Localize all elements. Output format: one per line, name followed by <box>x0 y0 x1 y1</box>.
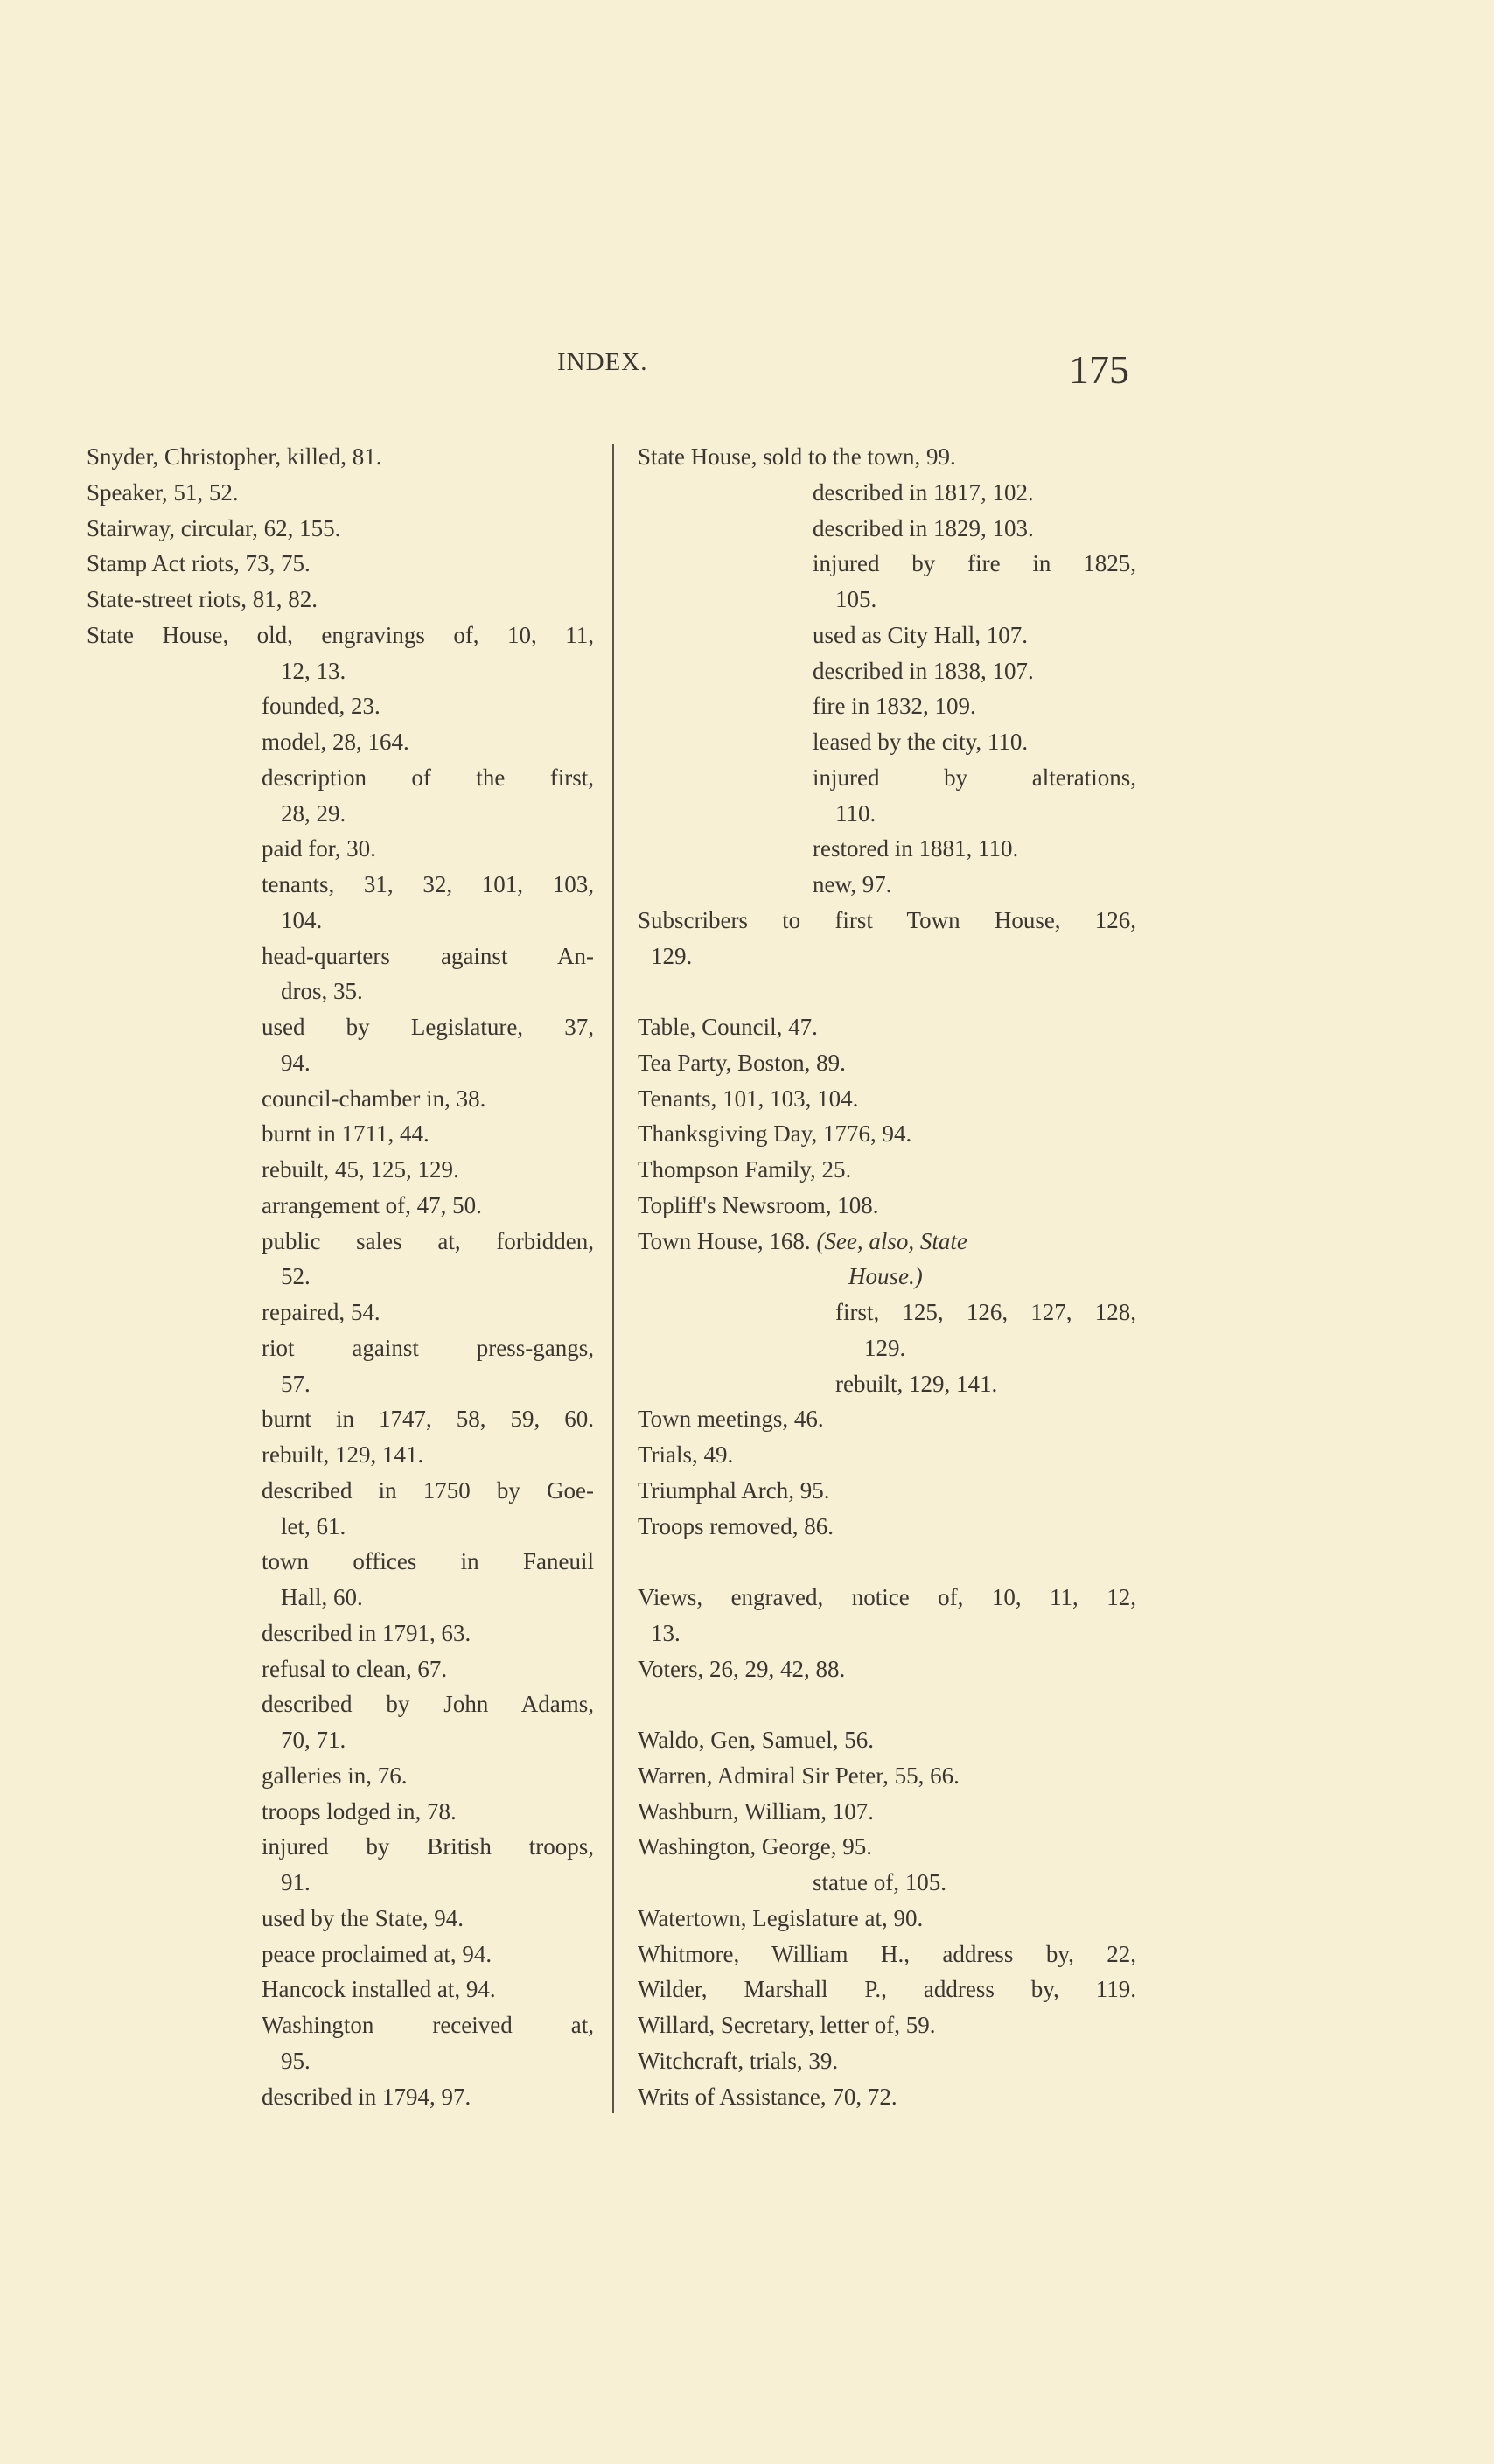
entry-text: used by the State, 94. <box>262 1904 464 1931</box>
entry-text: town offices in Faneuil <box>262 1548 594 1575</box>
entry-text: 129. <box>651 942 693 969</box>
index-entry <box>87 618 594 653</box>
index-subentry <box>87 1116 594 1152</box>
index-subentry <box>638 582 1136 618</box>
index-subentry <box>87 1686 594 1722</box>
entry-text: Waldo, Gen, Samuel, 56. <box>638 1727 875 1753</box>
index-entry <box>638 1722 1136 1758</box>
entry-text: injured by British troops, <box>262 1833 594 1860</box>
index-subentry <box>638 511 1136 547</box>
entry-text: described in 1791, 63. <box>262 1619 471 1646</box>
entry-text: Hall, 60. <box>281 1584 363 1610</box>
index-subentry <box>87 903 594 939</box>
index-subentry <box>87 1937 594 1972</box>
entry-text: 70, 71. <box>281 1727 346 1753</box>
entry-text: 129. <box>864 1334 906 1361</box>
index-entry <box>638 1651 1136 1687</box>
index-subentry <box>87 1224 594 1260</box>
index-subentry <box>87 1045 594 1081</box>
index-entry <box>638 1401 1136 1437</box>
index-subentry <box>87 653 594 689</box>
index-entry <box>638 1224 1136 1260</box>
running-header: INDEX. <box>557 348 648 376</box>
entry-text: Voters, 26, 29, 42, 88. <box>638 1655 846 1682</box>
entry-text: paid for, 30. <box>262 835 376 862</box>
entry-text: 91. <box>281 1869 311 1895</box>
entry-text: Town House, 168. <box>638 1227 811 1254</box>
entry-text: described by John Adams, <box>262 1691 594 1718</box>
index-subentry <box>638 796 1136 832</box>
entry-text: State House, old, engravings of, 10, 11, <box>87 621 594 648</box>
index-subentry <box>87 1865 594 1901</box>
index-entry <box>638 1509 1136 1545</box>
entry-text: restored in 1881, 110. <box>813 835 1019 862</box>
index-subentry <box>87 724 594 760</box>
index-subentry <box>638 688 1136 724</box>
entry-text: used as City Hall, 107. <box>813 621 1028 648</box>
entry-text: Hancock installed at, 94. <box>262 1976 496 2003</box>
entry-text: Wilder, Marshall P., address by, 119. <box>638 1976 1136 2003</box>
entry-text: 110. <box>835 799 876 827</box>
entry-text: fire in 1832, 109. <box>813 693 976 720</box>
entry-text: Washington, George, 95. <box>638 1833 873 1860</box>
index-entry <box>638 1116 1136 1152</box>
index-subentry <box>87 1188 594 1224</box>
entry-text: let, 61. <box>281 1512 346 1539</box>
index-subentry <box>87 1009 594 1045</box>
entry-text: Stamp Act riots, 73, 75. <box>87 550 311 577</box>
index-subentry <box>638 1865 1136 1901</box>
index-entry <box>638 439 1136 475</box>
entry-text: 105. <box>835 586 877 612</box>
entry-text: described in 1750 by Goe- <box>262 1476 594 1504</box>
entry-text: Whitmore, William H., address by, 22, <box>638 1940 1136 1967</box>
index-subentry <box>87 1651 594 1687</box>
entry-gap <box>638 1544 1136 1580</box>
index-subentry <box>87 2043 594 2079</box>
entry-text: Views, engraved, notice of, 10, 11, 12, <box>638 1584 1136 1610</box>
entry-text: riot against press-gangs, <box>262 1334 594 1361</box>
index-entry <box>638 1937 1136 1972</box>
entry-text: rebuilt, 129, 141. <box>835 1370 998 1397</box>
index-subentry <box>87 1366 594 1402</box>
index-subentry <box>87 1972 594 2007</box>
entry-text: galleries in, 76. <box>262 1762 408 1789</box>
index-subentry <box>638 546 1136 582</box>
column-divider <box>612 444 614 2113</box>
entry-text: described in 1829, 103. <box>813 514 1034 541</box>
entry-text: description of the first, <box>262 764 594 791</box>
entry-text: repaired, 54. <box>262 1299 380 1325</box>
index-subentry <box>87 1794 594 1830</box>
index-subentry <box>87 2079 594 2115</box>
index-subentry <box>638 1295 1136 1330</box>
entry-text: Troops removed, 86. <box>638 1512 834 1539</box>
index-entry <box>638 1901 1136 1937</box>
entry-text: council-chamber in, 38. <box>262 1085 486 1112</box>
index-subentry <box>87 974 594 1009</box>
entry-text: public sales at, forbidden, <box>262 1227 594 1254</box>
index-subentry <box>87 1901 594 1937</box>
cross-reference: (See, also, State <box>816 1227 967 1254</box>
index-subentry <box>87 1829 594 1865</box>
entry-text: Washburn, William, 107. <box>638 1797 874 1825</box>
index-entry <box>638 1152 1136 1188</box>
index-subentry <box>87 939 594 974</box>
index-subentry <box>87 867 594 903</box>
entry-text: troops lodged in, 78. <box>262 1797 457 1825</box>
index-subentry <box>638 1616 1136 1651</box>
index-entry <box>638 1009 1136 1045</box>
index-entry <box>87 475 594 511</box>
entry-text: Speaker, 51, 52. <box>87 478 239 506</box>
index-entry <box>638 1972 1136 2007</box>
entry-text: first, 125, 126, 127, 128, <box>835 1299 1136 1325</box>
index-subentry <box>87 1580 594 1616</box>
index-subentry <box>638 1330 1136 1366</box>
entry-text: leased by the city, 110. <box>813 729 1029 755</box>
entry-text: Thompson Family, 25. <box>638 1156 852 1183</box>
index-column-right <box>638 439 1136 2114</box>
entry-text: Thanksgiving Day, 1776, 94. <box>638 1120 912 1148</box>
entry-text: burnt in 1711, 44. <box>262 1120 429 1148</box>
index-subentry <box>87 831 594 867</box>
entry-text: Trials, 49. <box>638 1441 734 1468</box>
entry-text: rebuilt, 129, 141. <box>262 1441 424 1468</box>
index-subentry <box>87 760 594 796</box>
index-entry <box>638 1081 1136 1117</box>
index-subentry <box>87 1473 594 1509</box>
entry-text: Witchcraft, trials, 39. <box>638 2047 839 2074</box>
entry-text: described in 1794, 97. <box>262 2083 471 2110</box>
index-entry <box>638 1188 1136 1224</box>
entry-text: 12, 13. <box>281 657 346 684</box>
index-entry <box>638 1794 1136 1830</box>
index-subentry <box>638 831 1136 867</box>
entry-text: Town meetings, 46. <box>638 1406 824 1433</box>
index-entry <box>638 2043 1136 2079</box>
index-entry <box>638 1437 1136 1473</box>
index-subentry <box>87 2007 594 2043</box>
entry-text: used by Legislature, 37, <box>262 1014 594 1040</box>
entry-text: Tenants, 101, 103, 104. <box>638 1085 859 1112</box>
entry-text: injured by fire in 1825, <box>813 550 1136 577</box>
index-subentry <box>638 867 1136 903</box>
index-entry <box>87 439 594 475</box>
entry-text: Washington received at, <box>262 2012 594 2038</box>
index-column-left <box>87 439 594 2114</box>
index-entry <box>638 1829 1136 1865</box>
index-entry <box>638 2079 1136 2115</box>
page-number: 175 <box>1069 347 1129 392</box>
entry-text: described in 1817, 102. <box>813 478 1034 506</box>
entry-text: statue of, 105. <box>813 1869 946 1895</box>
entry-text: Snyder, Christopher, killed, 81. <box>87 443 382 470</box>
index-subentry <box>87 1509 594 1545</box>
index-subentry <box>87 1330 594 1366</box>
entry-text: Subscribers to first Town House, 126, <box>638 906 1136 933</box>
index-entry <box>638 1758 1136 1794</box>
entry-text: 95. <box>281 2047 311 2074</box>
index-entry <box>638 1473 1136 1509</box>
index-entry <box>638 1045 1136 1081</box>
index-subentry <box>638 1259 1136 1295</box>
entry-text: House.) <box>848 1263 923 1290</box>
entry-text: dros, 35. <box>281 978 363 1005</box>
entry-text: 52. <box>281 1263 311 1290</box>
entry-text: tenants, 31, 32, 101, 103, <box>262 871 594 897</box>
index-subentry <box>87 1259 594 1295</box>
index-entry <box>87 546 594 582</box>
index-subentry <box>87 1152 594 1188</box>
entry-text: injured by alterations, <box>813 764 1136 791</box>
index-subentry <box>87 1616 594 1651</box>
index-entry <box>638 903 1136 939</box>
index-subentry <box>638 653 1136 689</box>
entry-text: 94. <box>281 1049 311 1076</box>
entry-text: State House, sold to the town, 99. <box>638 443 956 470</box>
index-subentry <box>638 618 1136 653</box>
entry-text: 57. <box>281 1370 311 1397</box>
entry-text: new, 97. <box>813 871 892 897</box>
index-subentry <box>87 1437 594 1473</box>
index-subentry <box>87 796 594 832</box>
entry-text: 28, 29. <box>281 799 346 827</box>
entry-text: Warren, Admiral Sir Peter, 55, 66. <box>638 1762 960 1789</box>
entry-text: 104. <box>281 906 323 933</box>
entry-text: Topliff's Newsroom, 108. <box>638 1191 879 1218</box>
entry-text: head-quarters against An- <box>262 942 594 969</box>
entry-text: burnt in 1747, 58, 59, 60. <box>262 1406 594 1433</box>
index-subentry <box>638 475 1136 511</box>
entry-text: Tea Party, Boston, 89. <box>638 1049 846 1076</box>
index-subentry <box>87 688 594 724</box>
index-subentry <box>87 1722 594 1758</box>
entry-gap <box>638 1686 1136 1722</box>
entry-text: Writs of Assistance, 70, 72. <box>638 2083 897 2110</box>
entry-gap <box>638 974 1136 1009</box>
entry-text: peace proclaimed at, 94. <box>262 1940 492 1967</box>
index-entry <box>638 2007 1136 2043</box>
index-entry <box>638 1580 1136 1616</box>
index-subentry <box>87 1544 594 1580</box>
index-entry <box>87 511 594 547</box>
index-subentry <box>87 1295 594 1330</box>
entry-text: founded, 23. <box>262 693 380 720</box>
index-subentry <box>638 724 1136 760</box>
index-entry <box>87 582 594 618</box>
index-subentry <box>638 1366 1136 1402</box>
index-subentry <box>87 1758 594 1794</box>
entry-text: 13. <box>651 1619 681 1646</box>
entry-text: rebuilt, 45, 125, 129. <box>262 1156 459 1183</box>
index-subentry <box>638 939 1136 974</box>
index-subentry <box>87 1081 594 1117</box>
index-subentry <box>638 760 1136 796</box>
index-subentry <box>87 1401 594 1437</box>
entry-text: refusal to clean, 67. <box>262 1655 448 1682</box>
entry-text: State-street riots, 81, 82. <box>87 586 318 612</box>
entry-text: Stairway, circular, 62, 155. <box>87 514 341 541</box>
entry-text: Watertown, Legislature at, 90. <box>638 1904 924 1931</box>
entry-text: arrangement of, 47, 50. <box>262 1191 482 1218</box>
entry-text: Willard, Secretary, letter of, 59. <box>638 2012 936 2038</box>
entry-text: Table, Council, 47. <box>638 1014 818 1040</box>
entry-text: described in 1838, 107. <box>813 657 1034 684</box>
entry-text: model, 28, 164. <box>262 729 409 755</box>
entry-text: Triumphal Arch, 95. <box>638 1476 830 1504</box>
